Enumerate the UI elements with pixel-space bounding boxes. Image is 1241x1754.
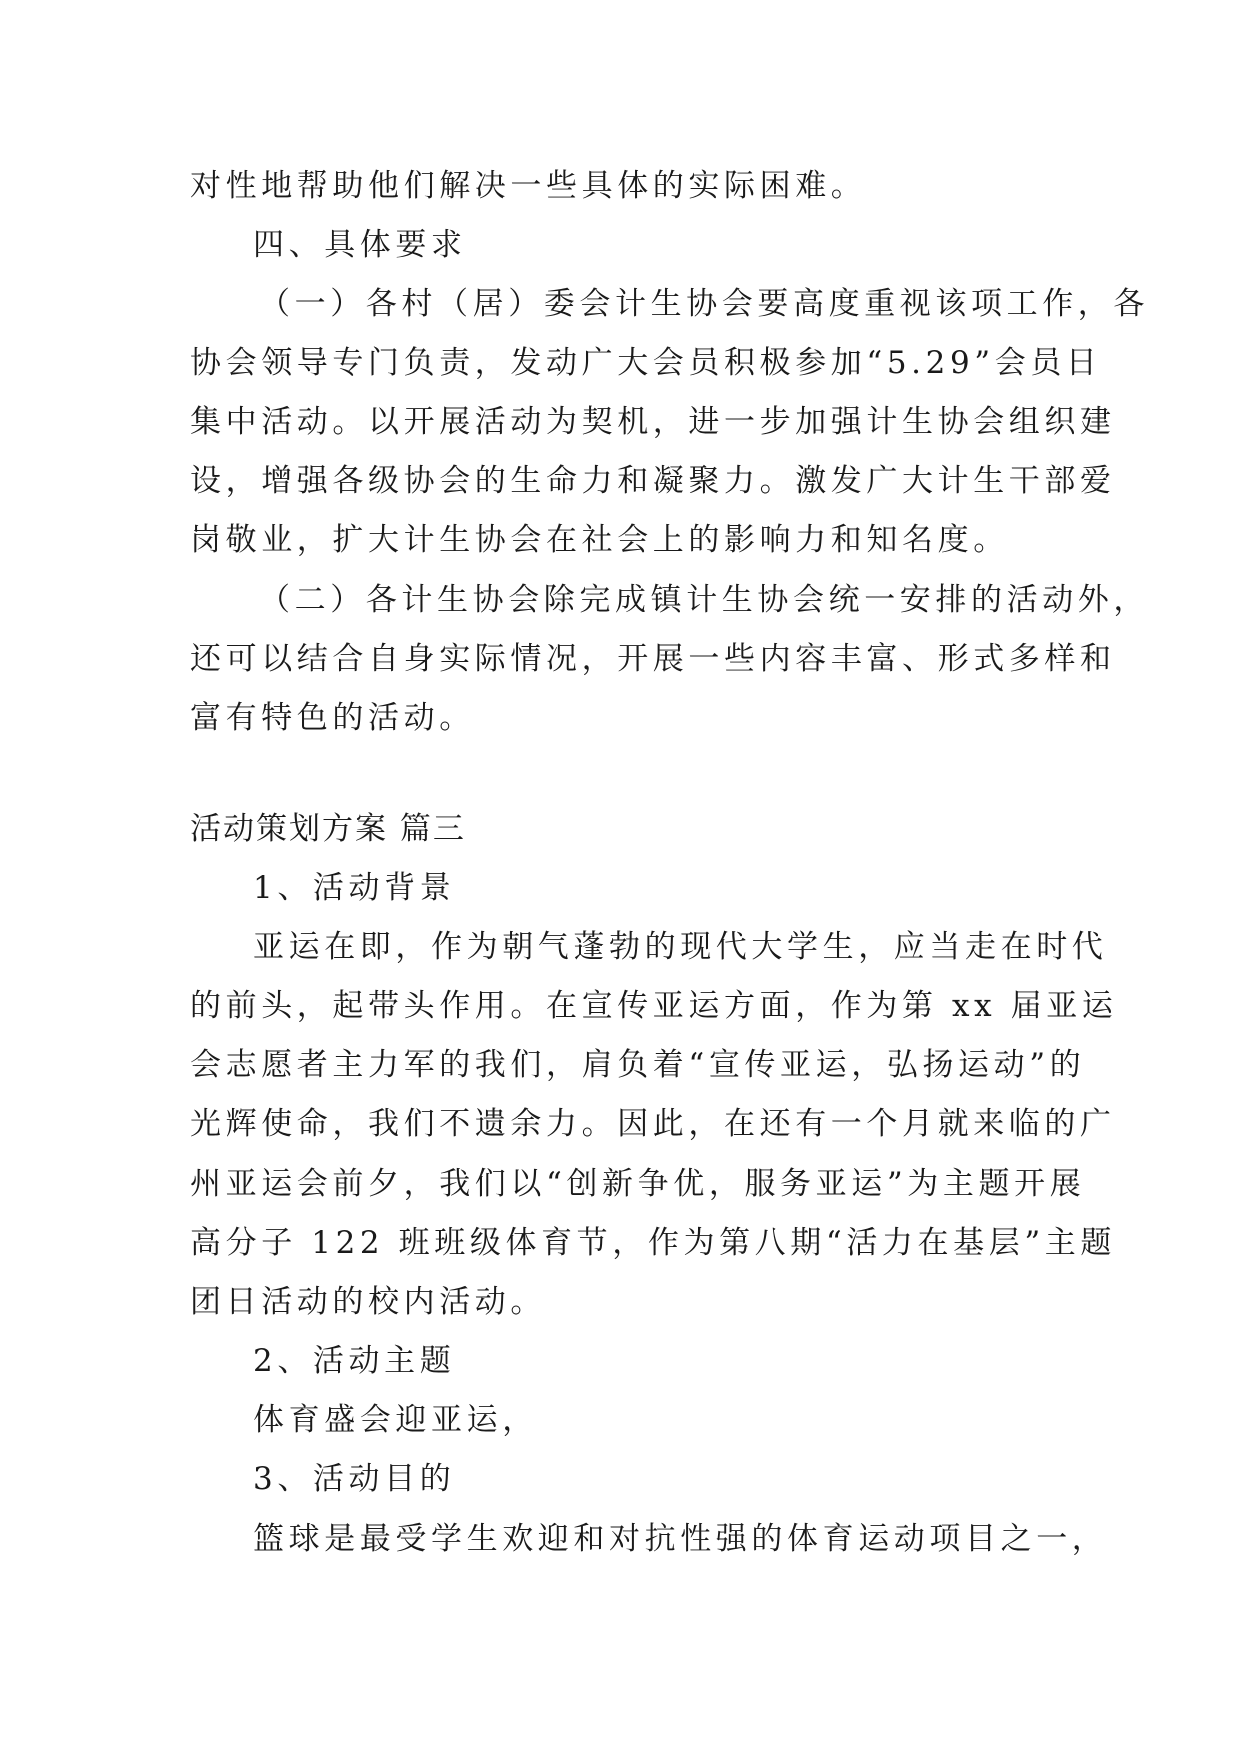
paragraph-line: （二）各计生协会除完成镇计生协会统一安排的活动外， [259,582,1149,618]
section-heading: 3、活动目的 [253,1461,456,1497]
paragraph-line: （一）各村（居）委会计生协会要高度重视该项工作，各 [259,286,1149,322]
paragraph-line: 协会领导专门负责，发动广大会员积极参加“5.29”会员日 [190,345,1102,381]
paragraph-line: 集中活动。以开展活动为契机，进一步加强计生协会组织建 [190,404,1116,440]
paragraph-line: 设，增强各级协会的生命力和凝聚力。激发广大计生干部爱 [190,463,1116,499]
section-heading: 1、活动背景 [253,870,456,906]
paragraph-line: 光辉使命，我们不遗余力。因此，在还有一个月就来临的广 [190,1106,1116,1142]
paragraph-line: 会志愿者主力军的我们，肩负着“宣传亚运，弘扬运动”的 [190,1047,1086,1083]
paragraph-line: 还可以结合自身实际情况，开展一些内容丰富、形式多样和 [190,641,1116,677]
paragraph-line: 富有特色的活动。 [190,700,475,736]
section-heading: 四、具体要求 [253,227,467,263]
paragraph-line: 亚运在即，作为朝气蓬勃的现代大学生，应当走在时代 [253,929,1108,965]
section-heading: 2、活动主题 [253,1343,456,1379]
document-section-title: 活动策划方案 篇三 [190,811,466,847]
paragraph-line: 篮球是最受学生欢迎和对抗性强的体育运动项目之一， [253,1521,1108,1557]
paragraph-line: 体育盛会迎亚运， [253,1402,538,1438]
paragraph-line: 高分子 122 班班级体育节，作为第八期“活力在基层”主题 [190,1225,1116,1261]
paragraph-line: 州亚运会前夕，我们以“创新争优，服务亚运”为主题开展 [190,1166,1086,1202]
paragraph-line: 对性地帮助他们解决一些具体的实际困难。 [190,168,867,204]
paragraph-line: 团日活动的校内活动。 [190,1284,546,1320]
paragraph-line: 岗敬业，扩大计生协会在社会上的影响力和知名度。 [190,522,1009,558]
paragraph-line: 的前头，起带头作用。在宣传亚运方面，作为第 xx 届亚运 [190,988,1118,1024]
